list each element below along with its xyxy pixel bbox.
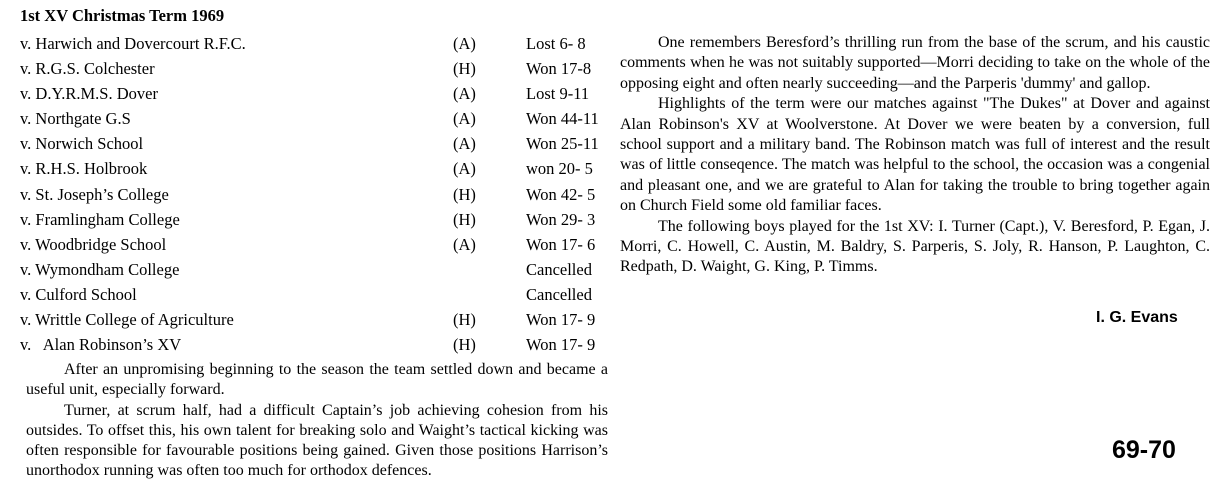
fixture-opponent: v. Culford School: [20, 284, 137, 304]
fixture-row: [0, 282, 620, 307]
report-paragraph: After an unpromising beginning to the season the team settled down and became a useful unit, especially forward.: [26, 361, 608, 399]
fixture-row: [0, 106, 620, 131]
fixture-venue: (H): [453, 335, 476, 355]
fixture-venue: (A): [453, 134, 476, 154]
fixture-row: [0, 332, 620, 357]
fixture-row: [0, 131, 620, 156]
fixture-opponent: v. Norwich School: [20, 134, 144, 154]
fixture-venue: (H): [453, 209, 476, 229]
fixture-result: Lost 9-11: [526, 84, 590, 104]
author-signature: I. G. Evans: [1096, 309, 1178, 326]
season-report-right: [620, 33, 1210, 278]
fixture-opponent: v. R.G.S. Colchester: [20, 59, 155, 79]
fixture-opponent: v. Northgate G.S: [20, 109, 131, 129]
fixture-row: [0, 182, 620, 207]
fixture-venue: (H): [453, 59, 476, 79]
fixture-result: Lost 6- 8: [526, 34, 586, 53]
fixture-row: [0, 257, 620, 282]
fixture-venue: (H): [453, 310, 476, 330]
fixture-result: Won 44-11: [526, 109, 599, 129]
fixture-result: Won 25-11: [526, 134, 599, 154]
fixture-opponent: v. D.Y.R.M.S. Dover: [20, 84, 158, 104]
fixture-opponent: v. R.H.S. Holbrook: [20, 159, 148, 179]
fixture-venue: (H): [453, 184, 476, 204]
fixture-opponent: v. Alan Robinson’s XV: [20, 335, 182, 355]
fixture-result: Won 17-8: [526, 59, 592, 79]
report-paragraph: Highlights of the term were our matches against "The Dukes" at Dover and against Alan Robinson's XV at Woolverstone. At Dover we were beaten by a conversion, full school support and a military band. The Robinson match was full of interest and the result was of little conseqence. The match was helpful to the school, the occasion was a congenial and pleasant one, and we are grateful to Alan for taking the trouble to bring together again on Church Field some old familiar faces.: [620, 95, 1210, 215]
fixture-opponent: v. Writtle College of Agriculture: [20, 310, 234, 330]
report-paragraph: One remembers Beresford’s thrilling run from the base of the scrum, and his caustic comments when he was not suitably supported—Morri deciding to take on the whole of the opposing eight and often nearly succeeding—and the Parperis 'dummy' and gallop.: [620, 34, 1210, 92]
fixture-row: [0, 156, 620, 181]
fixture-result: won 20- 5: [526, 159, 593, 179]
fixture-venue: (A): [453, 84, 476, 104]
fixture-result: Won 17- 6: [526, 234, 596, 254]
fixture-venue: (A): [453, 34, 476, 53]
report-paragraph: The following boys played for the 1st XV: I. Turner (Capt.), V. Beresford, P. Egan, J. Morri, C. Howell, C. Austin, M. Baldry, S. Parperis, S. Joly, R. Hanson, P. Laughton, C. Redpath, D. Waight, G. King, P. Timms.: [620, 217, 1210, 276]
season-report-left: [26, 360, 608, 482]
fixture-result: Won 17- 9: [526, 335, 596, 355]
fixture-row: [0, 31, 620, 56]
page-number: 69-70: [1112, 436, 1176, 464]
fixture-venue: (A): [453, 109, 476, 129]
fixture-row: [0, 56, 620, 81]
fixture-result: Cancelled: [526, 284, 592, 304]
fixture-venue: (A): [453, 159, 476, 179]
fixture-venue: (A): [453, 234, 476, 254]
fixture-row: [0, 307, 620, 332]
fixture-opponent: v. Woodbridge School: [20, 234, 167, 254]
fixture-result: Won 17- 9: [526, 310, 596, 330]
fixture-row: [0, 81, 620, 106]
report-paragraph: Turner, at scrum half, had a difficult Captain’s job achieving cohesion from his outsides. To offset this, his own talent for breaking solo and Waight’s tactical kicking was often responsible for favourable positions being gained. Given those positions Harrison’s unorthodox running was often too much for orthodox defences.: [26, 401, 608, 480]
fixture-row: [0, 207, 620, 232]
fixtures-list: [0, 31, 620, 357]
page-title: 1st XV Christmas Term 1969: [20, 6, 225, 25]
fixture-opponent: v. St. Joseph’s College: [20, 184, 169, 204]
fixture-opponent: v. Harwich and Dovercourt R.F.C.: [20, 34, 246, 53]
fixture-result: Cancelled: [526, 259, 592, 279]
fixture-opponent: v. Wymondham College: [20, 259, 180, 279]
fixture-result: Won 29- 3: [526, 209, 596, 229]
fixture-result: Won 42- 5: [526, 184, 596, 204]
fixture-row: [0, 232, 620, 257]
fixture-opponent: v. Framlingham College: [20, 209, 180, 229]
